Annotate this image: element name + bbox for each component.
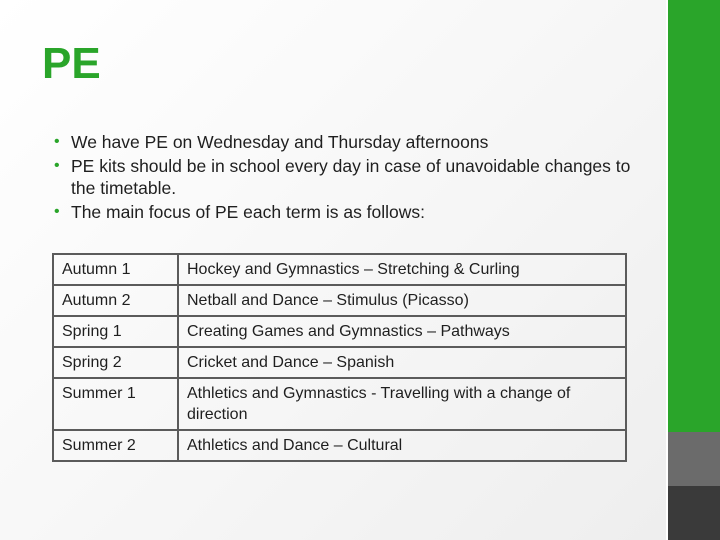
bullet-text: The main focus of PE each term is as follows: — [71, 202, 426, 222]
table-row — [53, 285, 626, 316]
table-row — [53, 378, 626, 430]
term-cell: Spring 1 — [53, 316, 178, 347]
bullet-item — [54, 131, 644, 153]
table-row — [53, 254, 626, 285]
focus-cell: Cricket and Dance – Spanish — [178, 347, 626, 378]
side-bar-gray — [668, 432, 720, 486]
focus-cell: Hockey and Gymnastics – Stretching & Curling — [178, 254, 626, 285]
term-cell: Summer 2 — [53, 430, 178, 461]
bullet-item — [54, 201, 644, 223]
bullet-dot-icon: • — [54, 133, 60, 150]
focus-cell: Athletics and Gymnastics - Travelling with a change of direction — [178, 378, 626, 430]
slide-title: PE — [42, 39, 101, 88]
table-row — [53, 316, 626, 347]
bullet-dot-icon: • — [54, 157, 60, 174]
term-focus-table — [52, 253, 627, 462]
focus-cell: Creating Games and Gymnastics – Pathways — [178, 316, 626, 347]
side-bar-green — [668, 0, 720, 432]
focus-cell: Athletics and Dance – Cultural — [178, 430, 626, 461]
table-row — [53, 430, 626, 461]
bullet-item — [54, 155, 644, 199]
term-cell: Autumn 1 — [53, 254, 178, 285]
term-cell: Autumn 2 — [53, 285, 178, 316]
focus-cell: Netball and Dance – Stimulus (Picasso) — [178, 285, 626, 316]
term-cell: Spring 2 — [53, 347, 178, 378]
term-cell: Summer 1 — [53, 378, 178, 430]
table-row — [53, 347, 626, 378]
bullet-list — [54, 131, 644, 225]
bullet-dot-icon: • — [54, 203, 60, 220]
bullet-text: We have PE on Wednesday and Thursday afternoons — [71, 132, 489, 152]
side-bar-dark — [668, 486, 720, 540]
bullet-text: PE kits should be in school every day in case of unavoidable changes to the timetable. — [71, 156, 631, 198]
